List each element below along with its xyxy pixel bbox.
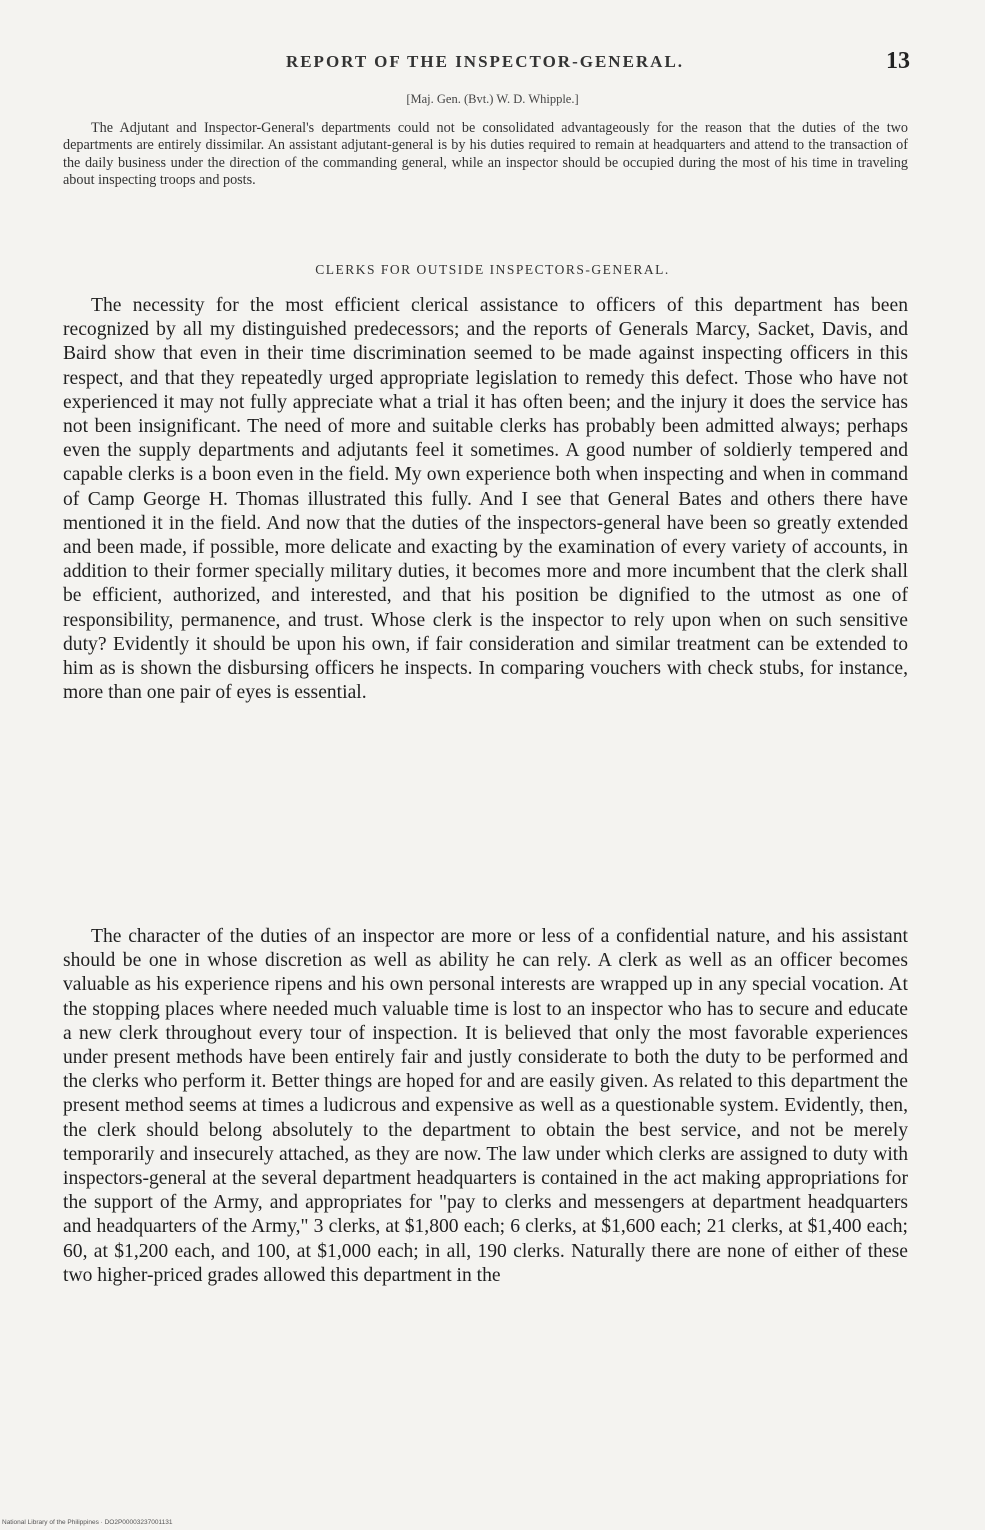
section-heading: CLERKS FOR OUTSIDE INSPECTORS-GENERAL. [315, 262, 670, 277]
body-paragraph-1: The necessity for the most efficient clerical assistance to officers of this department has been recognized by all my distinguished predecessors; and the reports of Generals Marcy, Sacket, Davis, and Baird show that even in their time discrimination seemed to be made against inspecting officers in this respect, and that they repeatedly urged appropriate legislation to remedy this defect. Those who have not experienced it may not fully appreciate what a trial it has often been; and the injury it does the service has not been insignificant. The need of more and suitable clerks has probably been admitted always; perhaps even the supply departments and adjutants feel it sometimes. A good number of soldierly tempered and capable clerks is a boon even in the field. My own experience both when inspecting and when in command of Camp George H. Thomas illustrated this fully. And I see that General Bates and others there have mentioned it in the field. And now that the duties of the inspectors-general have been so greatly extended and been made, if possible, more delicate and exacting by the examination of every variety of accounts, in addition to their former specially military duties, it becomes more and more incumbent that the clerk shall be efficient, authorized, and interested, and that his position be dignified to the utmost as one of responsibility, permanence, and trust. Whose clerk is the inspector to rely upon when on such sensitive duty? Evidently it should be upon his own, if fair consideration and similar treatment can be extended to him as is shown the disbursing officers he inspects. In comparing vouchers with check stubs, for instance, more than one pair of eyes is essential. [63, 295, 908, 704]
page-header [60, 48, 910, 86]
attribution: [Maj. Gen. (Bvt.) W. D. Whipple.] [406, 92, 579, 106]
page-number: 13 [886, 48, 910, 74]
running-title: REPORT OF THE INSPECTOR-GENERAL. [285, 52, 685, 71]
body-paragraph-2: The character of the duties of an inspector are more or less of a confidential nature, and his assistant should be one in whose discretion as well as ability he can rely. A clerk as well as an officer becomes valuable as his experience ripens and his own personal interests are wrapped up in any special vocation. At the stopping places where needed much valuable time is lost to an inspector who has to secure and educate a new clerk throughout every tour of inspection. It is believed that only the most favorable experiences under present methods have been entirely fair and justly considerate to both the duty to be performed and the clerks who perform it. Better things are hoped for and are easily given. As related to this department the present method seems at times a ludicrous and expensive as well as a questionable system. Evidently, then, the clerk should belong absolutely to the department to obtain the best service, and not be merely temporarily and insecurely attached, as they are now. The law under which clerks are assigned to duty with inspectors-general at the several department headquarters is contained in the act making appropriations for the support of the Army, and appropriates for "pay to clerks and messengers at department headquarters and headquarters of the Army," 3 clerks, at $1,800 each; 6 clerks, at $1,600 each; 21 clerks, at $1,400 each; 60, at $1,200 each, and 100, at $1,000 each; in all, 190 clerks. Naturally there are none of either of these two higher-priced grades allowed this department in the [63, 926, 908, 1286]
intro-paragraph: The Adjutant and Inspector-General's departments could not be consolidated advantageously for the reason that the duties of the two departments are entirely dissimilar. An assistant adjutant-general is by his duties required to remain at headquarters and attend to the transaction of the daily business under the direction of the commanding general, while an inspector should be occupied during the most of his time in traveling about inspecting troops and posts. [63, 120, 908, 189]
library-footer-note: National Library of the Philippines · DO2P00003237001131 [2, 1519, 173, 1526]
